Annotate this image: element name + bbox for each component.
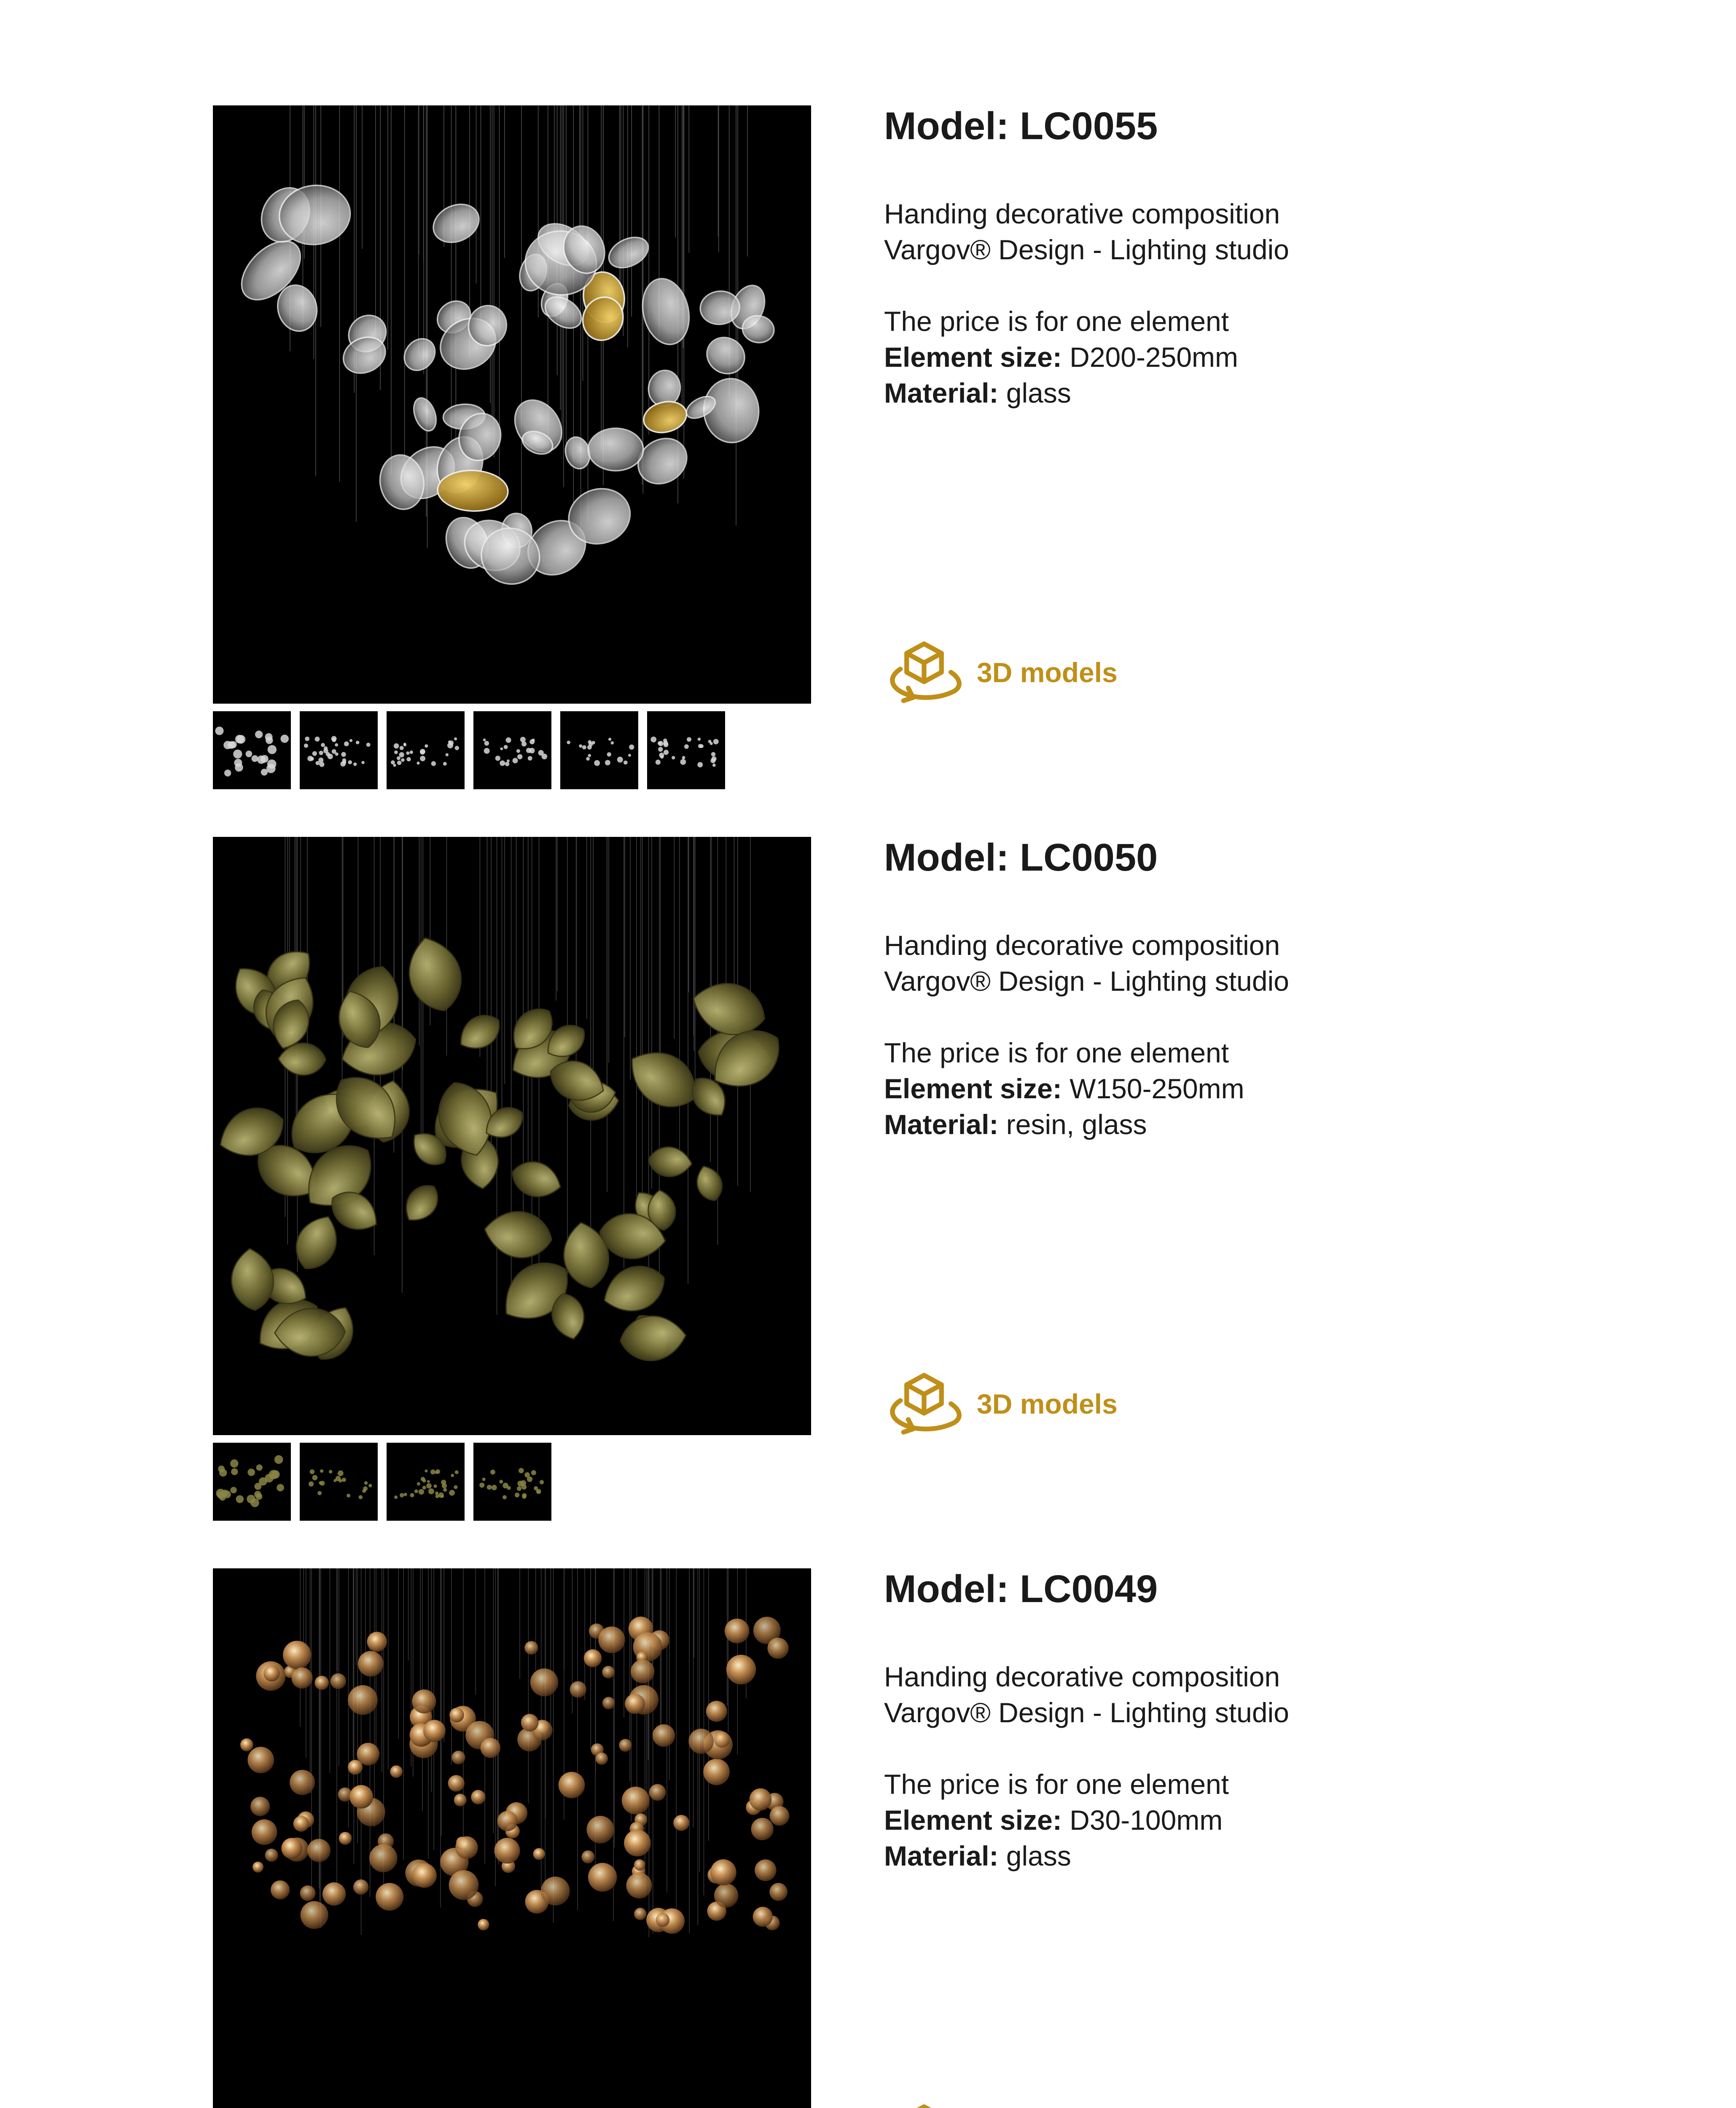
3d-models-link[interactable]: [884, 1369, 1118, 1438]
product-image-amber-crystals[interactable]: [213, 1568, 811, 2108]
thumbnail[interactable]: [647, 711, 725, 789]
model-title: Model: LC0050: [884, 836, 1158, 879]
element-size-value: D200-250mm: [1061, 341, 1238, 373]
thumbnail[interactable]: [387, 711, 465, 789]
thumbnail[interactable]: [387, 1443, 465, 1521]
price-note: The price is for one element: [884, 306, 1229, 337]
model-title: Model: LC0055: [884, 105, 1158, 148]
thumbnail-strip: [213, 711, 725, 789]
thumbnail[interactable]: [213, 1443, 291, 1521]
material-value: glass: [998, 1840, 1071, 1871]
element-size: [884, 1071, 1289, 1107]
3d-models-link[interactable]: [884, 2100, 1118, 2108]
element-size-value: W150-250mm: [1061, 1073, 1244, 1104]
product-description: [884, 928, 1289, 1143]
material: [884, 1107, 1289, 1143]
description-line: Handing decorative composition: [884, 930, 1280, 961]
thumbnail[interactable]: [213, 711, 291, 789]
element-size: [884, 1802, 1289, 1838]
3d-cube-rotate-icon: [884, 1369, 964, 1438]
thumbnail[interactable]: [473, 1443, 551, 1521]
thumbnail[interactable]: [300, 711, 378, 789]
element-size-label: Element size:: [884, 1073, 1062, 1104]
element-size-label: Element size:: [884, 341, 1062, 373]
element-size: [884, 339, 1289, 375]
price-note: The price is for one element: [884, 1769, 1229, 1800]
model-title: Model: LC0049: [884, 1568, 1158, 1611]
description-line: Handing decorative composition: [884, 1661, 1280, 1692]
material-label: Material:: [884, 1109, 999, 1140]
product-description: [884, 196, 1289, 411]
price-note: The price is for one element: [884, 1037, 1229, 1068]
studio-line: Vargov® Design - Lighting studio: [884, 1697, 1289, 1728]
thumbnail-strip: [213, 1443, 551, 1521]
material-value: resin, glass: [998, 1109, 1147, 1140]
3d-models-link[interactable]: [884, 637, 1118, 707]
product-image-leaves[interactable]: [213, 837, 811, 1435]
material-label: Material:: [884, 377, 999, 409]
material-label: Material:: [884, 1840, 999, 1871]
product-description: [884, 1659, 1289, 1874]
thumbnail[interactable]: [560, 711, 638, 789]
material: [884, 1838, 1289, 1874]
description-line: Handing decorative composition: [884, 198, 1280, 229]
material: [884, 375, 1289, 411]
material-value: glass: [998, 377, 1071, 409]
3d-cube-rotate-icon: [884, 2100, 964, 2108]
thumbnail[interactable]: [300, 1443, 378, 1521]
3d-models-label: 3D models: [977, 656, 1118, 688]
3d-models-label: 3D models: [977, 1388, 1118, 1420]
product-image-glass-petals[interactable]: [213, 105, 811, 704]
studio-line: Vargov® Design - Lighting studio: [884, 234, 1289, 265]
thumbnail[interactable]: [473, 711, 551, 789]
element-size-value: D30-100mm: [1061, 1804, 1223, 1836]
element-size-label: Element size:: [884, 1804, 1062, 1836]
3d-cube-rotate-icon: [884, 637, 964, 707]
studio-line: Vargov® Design - Lighting studio: [884, 965, 1289, 997]
